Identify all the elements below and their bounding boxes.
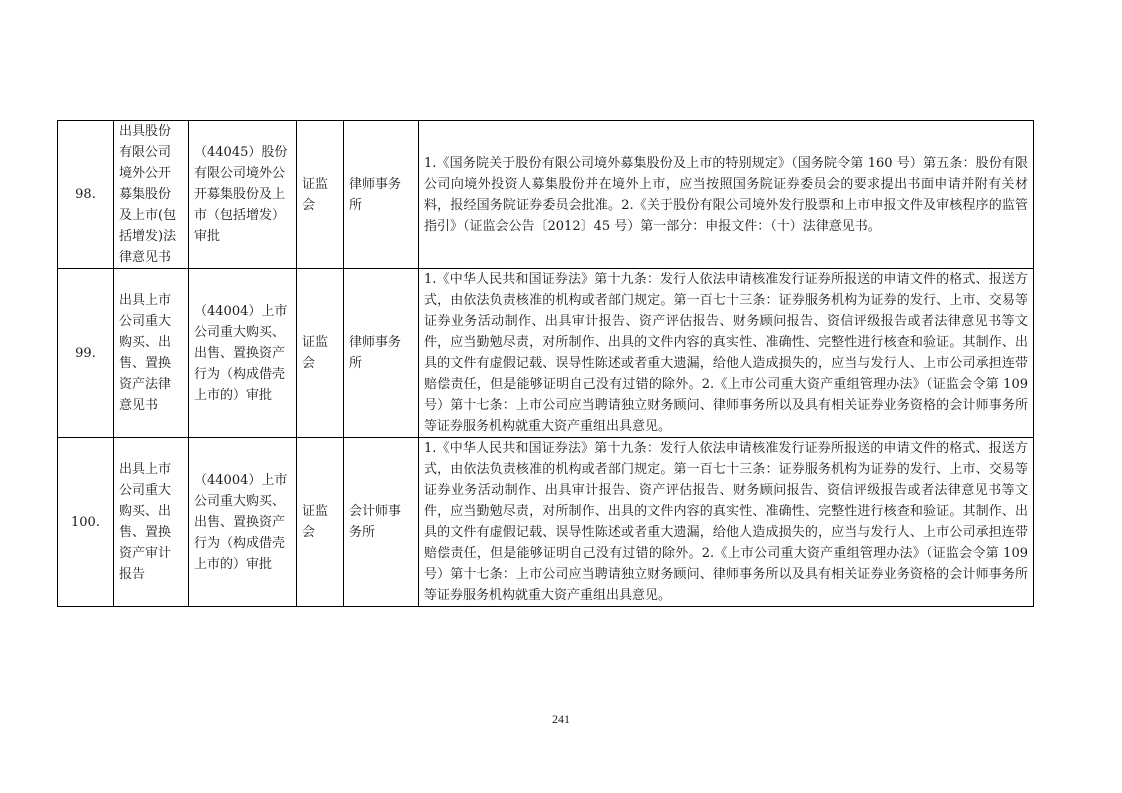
department-cell: 证监会	[297, 438, 344, 607]
approval-item-cell: （44045）股份有限公司境外公开募集股份及上市（包括增发）审批	[189, 121, 297, 269]
table-row	[58, 121, 1034, 269]
row-number: 99.	[58, 269, 114, 438]
approval-items-table	[57, 120, 1034, 607]
service-organization-cell: 律师事务所	[344, 269, 419, 438]
service-organization-cell: 律师事务所	[344, 121, 419, 269]
department-cell: 证监会	[297, 121, 344, 269]
service-organization-cell: 会计师事务所	[344, 438, 419, 607]
table-row	[58, 269, 1034, 438]
page-number: 241	[552, 712, 570, 726]
table-row	[58, 438, 1034, 607]
legal-basis-cell: 1.《中华人民共和国证券法》第十九条：发行人依法申请核准发行证券所报送的申请文件的格式、报送方式，由依法负责核准的机构或者部门规定。第一百七十三条：证券服务机构为证券的发行、上市、交易等证券业务活动制作、出具审计报告、资产评估报告、财务顾问报告、资信评级报告或者法律意见书等文件，应当勤勉尽责，对所制作、出具的文件内容的真实性、准确性、完整性进行核查和验证。其制作、出具的文件有虚假记载、误导性陈述或者重大遗漏，给他人造成损失的，应当与发行人、上市公司承担连带赔偿责任，但是能够证明自己没有过错的除外。2.《上市公司重大资产重组管理办法》（证监会令第 109 号）第十七条：上市公司应当聘请独立财务顾问、律师事务所以及具有相关证券业务资格的会计师事务所等证券服务机构就重大资产重组出具意见。	[419, 438, 1034, 607]
approval-item-cell: （44004）上市公司重大购买、出售、置换资产行为（构成借壳上市的）审批	[189, 438, 297, 607]
department-cell: 证监会	[297, 269, 344, 438]
approval-item-cell: （44004）上市公司重大购买、出售、置换资产行为（构成借壳上市的）审批	[189, 269, 297, 438]
service-item-cell: 出具上市公司重大购买、出售、置换资产审计报告	[114, 438, 189, 607]
service-item-cell: 出具股份有限公司境外公开募集股份及上市(包括增发)法律意见书	[114, 121, 189, 269]
legal-basis-cell: 1.《国务院关于股份有限公司境外募集股份及上市的特别规定》（国务院令第 160 号）第五条：股份有限公司向境外投资人募集股份并在境外上市，应当按照国务院证券委员会的要求提出书面申请并附有关材料，报经国务院证券委员会批准。2.《关于股份有限公司境外发行股票和上市申报文件及审核程序的监管指引》（证监会公告〔2012〕45 号）第一部分：申报文件：（十）法律意见书。	[419, 121, 1034, 269]
legal-basis-cell: 1.《中华人民共和国证券法》第十九条：发行人依法申请核准发行证券所报送的申请文件的格式、报送方式，由依法负责核准的机构或者部门规定。第一百七十三条：证券服务机构为证券的发行、上市、交易等证券业务活动制作、出具审计报告、资产评估报告、财务顾问报告、资信评级报告或者法律意见书等文件，应当勤勉尽责，对所制作、出具的文件内容的真实性、准确性、完整性进行核查和验证。其制作、出具的文件有虚假记载、误导性陈述或者重大遗漏，给他人造成损失的，应当与发行人、上市公司承担连带赔偿责任，但是能够证明自己没有过错的除外。2.《上市公司重大资产重组管理办法》（证监会令第 109 号）第十七条：上市公司应当聘请独立财务顾问、律师事务所以及具有相关证券业务资格的会计师事务所等证券服务机构就重大资产重组出具意见。	[419, 269, 1034, 438]
row-number: 98.	[58, 121, 114, 269]
service-item-cell: 出具上市公司重大购买、出售、置换资产法律意见书	[114, 269, 189, 438]
row-number: 100.	[58, 438, 114, 607]
